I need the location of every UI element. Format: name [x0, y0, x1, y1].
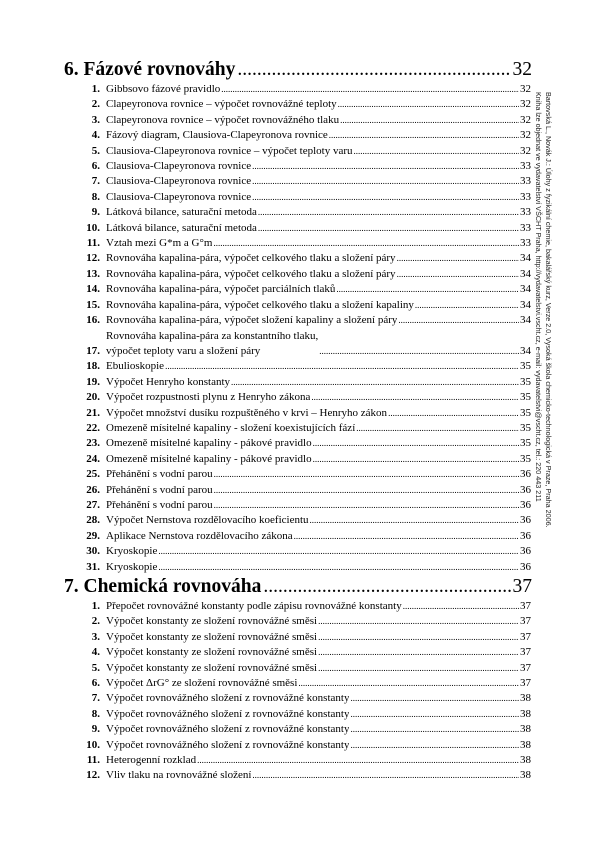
entry-number: 8. [91, 190, 100, 203]
dot-leader [258, 205, 519, 220]
entry-number: 1. [91, 83, 100, 95]
entry-page-number: 38 [520, 707, 531, 720]
entry-number: 6. [91, 160, 100, 173]
dot-leader [318, 614, 519, 629]
entry-title [106, 661, 317, 676]
entry-title [106, 421, 355, 436]
toc-entry[interactable] [76, 452, 531, 467]
entry-title-line: Výpočet rovnovážného složení z rovnovážné konstanty [106, 707, 350, 720]
entry-title-line: Heterogenní rozklad [106, 754, 197, 767]
entry-page-number: 35 [520, 437, 531, 450]
entry-page-number: 33 [520, 221, 531, 234]
entry-title [106, 251, 396, 266]
entry-title [106, 630, 317, 645]
entry-title-line: Výpočet rovnovážného složení z rovnovážné konstanty [106, 723, 350, 736]
toc-entry[interactable] [76, 467, 531, 482]
entry-page-number: 33 [520, 190, 531, 203]
entry-title [106, 144, 353, 159]
chapter-heading-7[interactable] [64, 575, 532, 599]
entry-page-number: 37 [520, 677, 531, 690]
dot-leader [319, 344, 519, 359]
entry-number: 10. [86, 221, 100, 234]
toc-entry[interactable] [76, 529, 531, 544]
toc-entry[interactable] [76, 251, 531, 266]
dot-leader [350, 691, 519, 706]
entry-title [106, 82, 220, 97]
entry-page-number: 38 [520, 738, 531, 751]
entry-title [106, 375, 230, 390]
chapter-page-number: 37 [512, 576, 532, 597]
entry-title-line: Rovnováha kapalina-pára, výpočet celkového tlaku a složení páry [106, 267, 396, 280]
entry-title [106, 560, 157, 575]
toc-entry[interactable] [76, 205, 531, 220]
entry-number: 4. [91, 129, 100, 142]
entry-number: 17. [86, 344, 100, 357]
entry-number: 21. [86, 406, 100, 419]
entry-title [106, 267, 396, 282]
entry-title-line: Výpočet množství dusíku rozpuštěného v krvi – Henryho zákon [106, 406, 388, 419]
entry-page-number: 36 [520, 483, 531, 496]
dot-leader [221, 82, 519, 97]
entry-title [106, 174, 251, 189]
entry-title-line: Omezeně mísitelné kapaliny - pákové pravidlo [106, 452, 312, 465]
entry-number: 30. [86, 545, 100, 558]
entry-number: 31. [86, 560, 100, 573]
entry-title-line: Výpočet konstanty ze složení rovnovážné směsi [106, 630, 318, 643]
entry-number: 3. [91, 113, 100, 126]
dot-leader [356, 421, 519, 436]
dot-leader [252, 174, 519, 189]
entry-title [106, 513, 309, 528]
entry-page-number: 35 [520, 391, 531, 404]
entry-number: 8. [91, 707, 100, 720]
entry-title-line: Vliv tlaku na rovnovážné složení [106, 769, 252, 782]
entry-title-line: výpočet teploty varu a složení páry [106, 344, 261, 357]
entry-page-number: 38 [520, 754, 531, 767]
toc-entry[interactable] [76, 282, 531, 297]
entry-page-number: 34 [520, 344, 531, 357]
entry-title [106, 128, 328, 143]
toc-entry[interactable] [76, 113, 531, 128]
entry-number: 29. [86, 529, 100, 542]
entry-title [106, 722, 349, 737]
entry-page-number: 35 [520, 452, 531, 465]
dot-leader [237, 58, 510, 82]
entry-title-line: Vztah mezi G*m a G°m [106, 237, 213, 250]
entry-number: 15. [86, 298, 100, 311]
entry-title [106, 190, 251, 205]
entry-title [106, 645, 317, 660]
entry-title [106, 452, 312, 467]
dot-leader [252, 159, 519, 174]
entry-page-number: 32 [520, 113, 531, 126]
entry-number: 1. [91, 600, 100, 612]
entry-page-number: 38 [520, 769, 531, 782]
toc-entry[interactable] [76, 97, 531, 112]
entry-page-number: 35 [520, 421, 531, 434]
entry-number: 12. [86, 769, 100, 782]
entry-page-number: 32 [520, 129, 531, 142]
entry-number: 14. [86, 283, 100, 296]
entry-title-line: Gibbsovo fázové pravidlo [106, 83, 221, 95]
entry-title-line: Rovnováha kapalina-pára, výpočet složení kapaliny a složení páry [106, 314, 398, 327]
entry-title-line: Přepočet rovnovážné konstanty podle zápisu rovnovážné konstanty [106, 600, 402, 612]
entry-title [106, 298, 414, 313]
toc-entry[interactable] [76, 144, 531, 159]
chapter-page-number: 32 [512, 59, 532, 80]
entry-title-line: Fázový diagram, Clausiova-Clapeyronova rovnice [106, 129, 328, 142]
toc-entry[interactable] [76, 82, 531, 97]
dot-leader [213, 236, 519, 251]
entry-page-number: 36 [520, 498, 531, 511]
entry-title-line: Clapeyronova rovnice – výpočet rovnovážné teploty [106, 98, 337, 111]
entry-number: 22. [86, 421, 100, 434]
entry-title [106, 390, 310, 405]
toc-entry[interactable] [76, 436, 531, 451]
entry-title [106, 753, 196, 768]
toc-entry[interactable] [76, 390, 531, 405]
dot-leader [415, 298, 519, 313]
entry-title [106, 436, 312, 451]
entry-title-line: Kryoskopie [106, 545, 158, 558]
entry-number: 7. [91, 692, 100, 705]
entry-page-number: 36 [520, 545, 531, 558]
toc-entry[interactable] [76, 128, 531, 143]
entry-page-number: 34 [520, 252, 531, 265]
entry-page-number: 32 [520, 83, 531, 95]
entry-number: 11. [86, 237, 100, 250]
entry-number: 9. [91, 206, 100, 219]
toc-entry[interactable] [76, 406, 531, 421]
entry-title-line: Kryoskopie [106, 560, 158, 573]
entry-number: 9. [91, 723, 100, 736]
entry-title-line: Přehánění s vodní parou [106, 483, 213, 496]
dot-leader [313, 436, 519, 451]
dot-leader [338, 97, 519, 112]
dot-leader [336, 282, 519, 297]
entry-number: 7. [91, 175, 100, 188]
toc-entry[interactable] [76, 298, 531, 313]
toc-entry[interactable] [76, 375, 531, 390]
entry-title-line: Clausiova-Clapeyronova rovnice – výpočet teploty varu [106, 144, 353, 157]
entry-title-line: Clausiova-Clapeyronova rovnice [106, 160, 252, 173]
dot-leader [403, 599, 519, 614]
toc-entry[interactable] [76, 722, 531, 737]
entry-page-number: 36 [520, 529, 531, 542]
entry-number: 5. [91, 144, 100, 157]
dot-leader [158, 544, 519, 559]
dot-leader [310, 513, 519, 528]
entry-title-line: Rovnováha kapalina-pára za konstantního tlaku, [106, 329, 319, 342]
entry-title-line: Výpočet konstanty ze složení rovnovážné směsi [106, 661, 318, 674]
entry-number: 18. [86, 360, 100, 373]
dot-leader [350, 738, 519, 753]
dot-leader [214, 467, 519, 482]
entry-title-line: Výpočet ΔrG° ze složení rovnovážné směsi [106, 677, 298, 690]
entry-title-line: Přehánění s vodní parou [106, 468, 213, 481]
dot-leader [252, 190, 519, 205]
toc-entry[interactable] [76, 267, 531, 282]
entry-title [106, 738, 349, 753]
dot-leader [350, 707, 519, 722]
entry-title-line: Výpočet rovnovážného složení z rovnovážné konstanty [106, 692, 350, 705]
entry-title [106, 691, 349, 706]
entry-title [106, 313, 397, 328]
toc-entry[interactable] [76, 691, 531, 706]
side-note-line-1: Bartovská L., Novák J.: Úlohy z fyzikální chemie, bakalářský kurz, Verze 2.0, Vysoká škola chemicko-technologická v Praze, Praha 2006. [544, 92, 553, 528]
entry-number: 5. [91, 661, 100, 674]
entry-title [106, 544, 157, 559]
entry-page-number: 33 [520, 175, 531, 188]
toc-entry[interactable] [76, 661, 531, 676]
entry-title [106, 676, 297, 691]
toc-entry[interactable] [76, 329, 531, 360]
entry-title-line: Výpočet Henryho konstanty [106, 375, 231, 388]
entry-number: 25. [86, 468, 100, 481]
toc-entry[interactable] [76, 483, 531, 498]
entry-page-number: 38 [520, 692, 531, 705]
entry-page-number: 38 [520, 723, 531, 736]
entry-number: 2. [91, 615, 100, 628]
entry-title-line: Přehánění s vodní parou [106, 498, 213, 511]
chapter-title: 6. Fázové rovnováhy [64, 59, 236, 80]
entry-page-number: 36 [520, 560, 531, 573]
chapter-heading-6[interactable] [64, 58, 532, 82]
entry-number: 11. [86, 754, 100, 767]
entry-title-line: Ebulioskopie [106, 360, 165, 373]
entry-title [106, 236, 212, 251]
entry-number: 3. [91, 630, 100, 643]
toc-entry[interactable] [76, 599, 531, 614]
toc-entry[interactable] [76, 753, 531, 768]
entry-page-number: 33 [520, 160, 531, 173]
dot-leader [197, 753, 519, 768]
dot-leader [298, 676, 519, 691]
entry-number: 6. [91, 677, 100, 690]
entry-number: 19. [86, 375, 100, 388]
entry-title [106, 159, 251, 174]
toc-entry[interactable] [76, 359, 531, 374]
side-publication-note [533, 92, 553, 528]
entry-title [106, 599, 402, 614]
entry-title-line: Výpočet rozpustnosti plynu z Henryho zákona [106, 391, 311, 404]
toc-entry[interactable] [76, 707, 531, 722]
entry-title-line: Omezeně mísitelné kapaliny - pákové pravidlo [106, 437, 312, 450]
entry-page-number: 33 [520, 237, 531, 250]
entry-title-line: Clapeyronova rovnice – výpočet rovnovážného tlaku [106, 113, 340, 126]
entry-number: 13. [86, 267, 100, 280]
toc-entry[interactable] [76, 560, 531, 575]
dot-leader [231, 375, 519, 390]
dot-leader [165, 359, 519, 374]
toc-entry[interactable] [76, 421, 531, 436]
toc-entry[interactable] [76, 236, 531, 251]
entry-page-number: 36 [520, 514, 531, 527]
dot-leader [318, 645, 519, 660]
entry-page-number: 32 [520, 144, 531, 157]
toc-entry[interactable] [76, 174, 531, 189]
toc-entry[interactable] [76, 544, 531, 559]
entry-number: 4. [91, 646, 100, 659]
entry-number: 10. [86, 738, 100, 751]
entry-title-line: Rovnováha kapalina-pára, výpočet celkového tlaku a složení páry [106, 252, 396, 265]
entry-title [106, 614, 317, 629]
dot-leader [214, 483, 519, 498]
entry-number: 27. [86, 498, 100, 511]
toc-entry[interactable] [76, 645, 531, 660]
dot-leader [340, 113, 519, 128]
chapter-title: 7. Chemická rovnováha [64, 576, 262, 597]
entry-title-line: Omezeně mísitelné kapaliny - složení koexistujících fází [106, 421, 356, 434]
entry-number: 23. [86, 437, 100, 450]
dot-leader [354, 144, 519, 159]
dot-leader [158, 560, 519, 575]
entry-page-number: 37 [520, 646, 531, 659]
entry-title [106, 282, 335, 297]
entry-number: 24. [86, 452, 100, 465]
entry-title [106, 768, 251, 783]
toc-entry[interactable] [76, 738, 531, 753]
entry-title [106, 97, 337, 112]
dot-leader [388, 406, 519, 421]
entry-number: 12. [86, 252, 100, 265]
entry-title [106, 467, 213, 482]
entry-page-number: 37 [520, 600, 531, 612]
entry-title [106, 205, 257, 220]
entry-number: 26. [86, 483, 100, 496]
toc-entry[interactable] [76, 630, 531, 645]
dot-leader [313, 452, 519, 467]
entry-title [106, 406, 387, 421]
dot-leader [252, 768, 519, 783]
entry-page-number: 37 [520, 615, 531, 628]
entry-title-line: Výpočet konstanty ze složení rovnovážné směsi [106, 615, 318, 628]
toc-entry[interactable] [76, 498, 531, 513]
dot-leader [397, 251, 519, 266]
toc-entry[interactable] [76, 159, 531, 174]
toc-entry[interactable] [76, 513, 531, 528]
side-note-line-2: Kniha lze objednat ve vydavatelství VŠCHT Praha, http://vydavatelstvi.vscht.cz, e-mail: vydavatelstvi@vscht.cz, tel.: 220 443 211 [534, 92, 543, 502]
dot-leader [318, 661, 519, 676]
toc-entry[interactable] [76, 313, 531, 328]
entry-title [106, 113, 339, 128]
entry-title-line: Výpočet konstanty ze složení rovnovážné směsi [106, 646, 318, 659]
entry-page-number: 36 [520, 468, 531, 481]
entry-title-line: Látková bilance, saturační metoda [106, 221, 257, 234]
entry-page-number: 35 [520, 406, 531, 419]
dot-leader [329, 128, 519, 143]
chapter-6-entries [76, 82, 531, 575]
dot-leader [214, 498, 519, 513]
entry-number: 16. [86, 314, 100, 327]
toc-entry[interactable] [76, 676, 531, 691]
toc-entry[interactable] [76, 614, 531, 629]
entry-title-line: Látková bilance, saturační metoda [106, 206, 257, 219]
entry-page-number: 34 [520, 283, 531, 296]
dot-leader [318, 630, 519, 645]
entry-page-number: 34 [520, 267, 531, 280]
entry-page-number: 35 [520, 360, 531, 373]
entry-title [106, 707, 349, 722]
dot-leader [263, 575, 510, 599]
dot-leader [398, 313, 519, 328]
entry-title-line: Výpočet rovnovážného složení z rovnovážné konstanty [106, 738, 350, 751]
entry-title [106, 498, 213, 513]
entry-page-number: 37 [520, 661, 531, 674]
dot-leader [311, 390, 519, 405]
entry-number: 20. [86, 391, 100, 404]
dot-leader [258, 221, 519, 236]
entry-title [106, 483, 213, 498]
toc-entry[interactable] [76, 190, 531, 205]
entry-title [106, 329, 318, 360]
entry-number: 2. [91, 98, 100, 111]
entry-page-number: 32 [520, 98, 531, 111]
dot-leader [350, 722, 519, 737]
entry-page-number: 33 [520, 206, 531, 219]
entry-title-line: Clausiova-Clapeyronova rovnice [106, 175, 252, 188]
entry-title [106, 529, 293, 544]
toc-entry[interactable] [76, 221, 531, 236]
entry-page-number: 35 [520, 375, 531, 388]
dot-leader [294, 529, 519, 544]
entry-title-line: Rovnováha kapalina-pára, výpočet parciálních tlaků [106, 283, 336, 296]
dot-leader [397, 267, 519, 282]
entry-title-line: Rovnováha kapalina-pára, výpočet celkového tlaku a složení kapaliny [106, 298, 414, 311]
entry-title [106, 221, 257, 236]
entry-page-number: 34 [520, 314, 531, 327]
entry-title-line: Clausiova-Clapeyronova rovnice [106, 190, 252, 203]
toc-entry[interactable] [76, 768, 531, 783]
entry-title [106, 359, 164, 374]
entry-page-number: 34 [520, 298, 531, 311]
entry-number: 28. [86, 514, 100, 527]
entry-title-line: Aplikace Nernstova rozdělovacího zákona [106, 529, 293, 542]
entry-title-line: Výpočet Nernstova rozdělovacího koeficientu [106, 514, 309, 527]
chapter-7-entries [76, 599, 531, 784]
entry-page-number: 37 [520, 630, 531, 643]
